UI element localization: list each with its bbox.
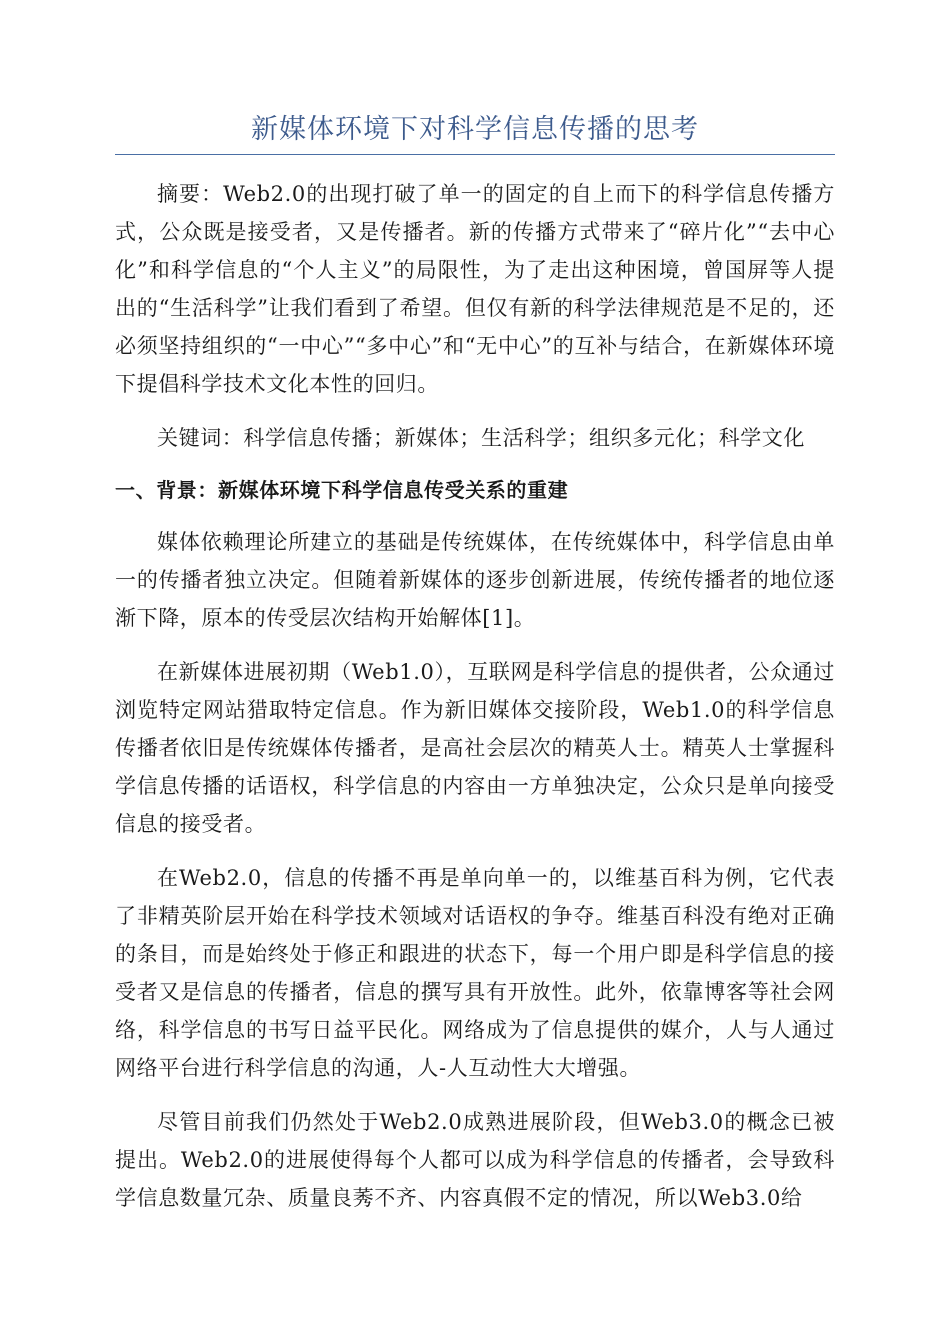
keywords-line: 关键词：科学信息传播；新媒体；生活科学；组织多元化；科学文化 [157, 426, 805, 450]
abstract-paragraph: 摘要：Web2.0的出现打破了单一的固定的自上而下的科学信息传播方式，公众既是接受者，又是传播者。新的传播方式带来了“碎片化”“去中心化”和科学信息的“个人主义”的局限性，为了走出这种困境，曾国屏等人提出的“生活科学”让我们看到了希望。但仅有新的科学法律规范是不足的，还必须坚持组织的“一中心”“多中心”和“无中心”的互补与结合，在新媒体环境下提倡科学技术文化本性的回归。 [115, 182, 835, 396]
title-underline [115, 154, 835, 155]
body-paragraph: 在新媒体进展初期（Web1.0），互联网是科学信息的提供者，公众通过浏览特定网站猎取特定信息。作为新旧媒体交接阶段，Web1.0的科学信息传播者依旧是传统媒体传播者，是高社会层次的精英人士。精英人士掌握科学信息传播的话语权，科学信息的内容由一方单独决定，公众只是单向接受信息的接受者。 [115, 660, 835, 836]
body-paragraph: 在Web2.0，信息的传播不再是单向单一的，以维基百科为例，它代表了非精英阶层开始在科学技术领域对话语权的争夺。维基百科没有绝对正确的条目，而是始终处于修正和跟进的状态下，每一个用户即是科学信息的接受者又是信息的传播者，信息的撰写具有开放性。此外，依靠博客等社会网络，科学信息的书写日益平民化。网络成为了信息提供的媒介，人与人通过网络平台进行科学信息的沟通，人-人互动性大大增强。 [115, 866, 835, 1080]
section-heading: 一、背景：新媒体环境下科学信息传受关系的重建 [115, 478, 569, 502]
page-title: 新媒体环境下对科学信息传播的思考 [251, 114, 699, 145]
document-body [115, 175, 835, 1233]
body-paragraph: 媒体依赖理论所建立的基础是传统媒体，在传统媒体中，科学信息由单一的传播者独立决定。但随着新媒体的逐步创新进展，传统传播者的地位逐渐下降，原本的传受层次结构开始解体[1]。 [115, 530, 835, 630]
body-paragraph: 尽管目前我们仍然处于Web2.0成熟进展阶段，但Web3.0的概念已被提出。Web2.0的进展使得每个人都可以成为科学信息的传播者，会导致科学信息数量冗杂、质量良莠不齐、内容真假不定的情况，所以Web3.0给 [115, 1110, 835, 1210]
